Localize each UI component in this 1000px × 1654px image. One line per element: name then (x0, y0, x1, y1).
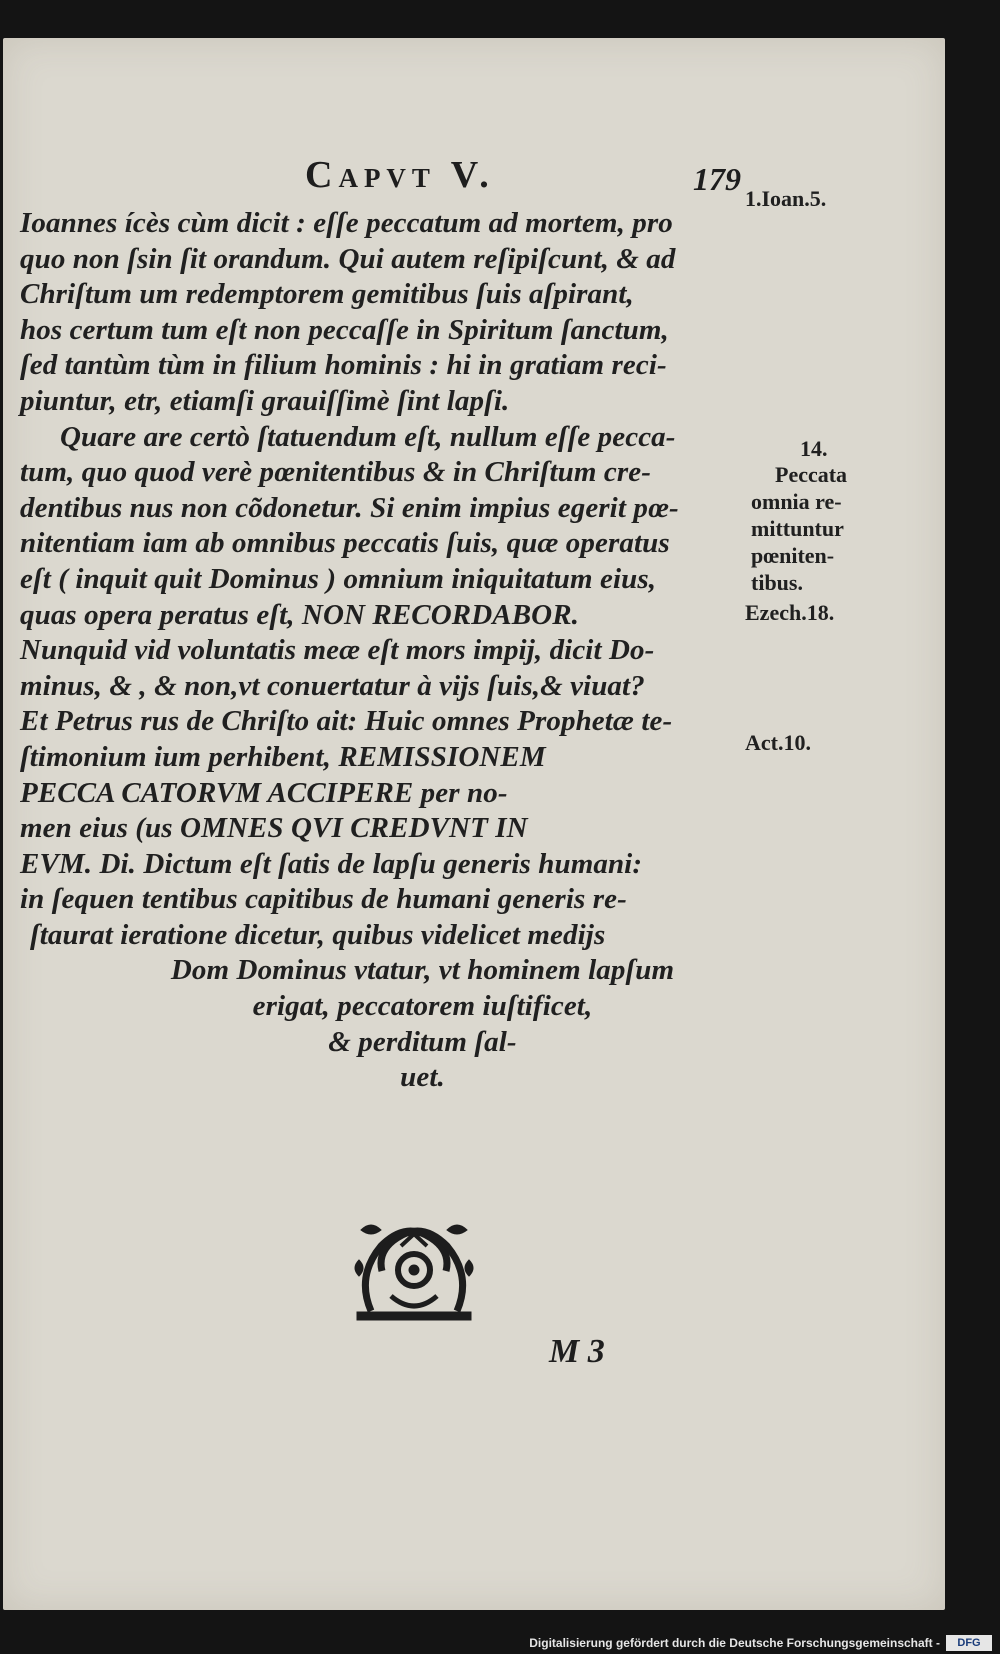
text-line: Chriſtum um redemptorem gemitibus ſuis aſpirant, (20, 278, 634, 311)
dfg-logo: DFG (946, 1635, 992, 1651)
text-line: & perditum ſal- (328, 1025, 517, 1058)
text-line: hos certum tum eſt non peccaſſe in Spiritum ſanctum, (20, 313, 669, 346)
catchword: M 3 (549, 1333, 605, 1370)
text-line: tum, quo quod verè pœnitentibus & in Chriſtum cre- (20, 456, 652, 489)
text-line: EVM. Di. Dictum eſt ſatis de lapſu generis humani: (20, 847, 643, 880)
margin-note: mittuntur (751, 516, 844, 541)
text-line: eſt ( inquit quit Dominus ) omnium iniquitatum eius, (20, 562, 657, 595)
margin-note: Ezech.18. (745, 600, 835, 625)
text-line: Dom Dominus vtatur, vt hominem lapſum (170, 954, 675, 987)
printers-ornament (351, 1216, 477, 1324)
text-line: Et Petrus rus de Chriſto ait: Huic omnes Prophetæ te- (20, 705, 673, 738)
text-line: men eius (us OMNES QVI CREDVNT IN (20, 812, 528, 845)
text-line: PECCA CATORVM ACCIPERE per no- (20, 776, 508, 809)
margin-note: pœniten- (751, 543, 835, 568)
text-line: quas opera peratus eſt, NON RECORDABOR. (20, 598, 579, 631)
margin-note: 14. (800, 436, 828, 461)
text-line: erigat, peccatorem iuſtificet, (252, 990, 593, 1023)
text-line: ſtimonium ium perhibent, REMISSIONEM (20, 740, 546, 773)
text-line: in ſequen tentibus capitibus de humani generis re- (20, 883, 627, 916)
margin-note: omnia re- (751, 489, 842, 514)
margin-note: Peccata (775, 462, 848, 487)
page-number: 179 (693, 161, 741, 197)
text-line: piuntur, etr, etiamſi grauiſſimè ſint lapſi. (20, 384, 510, 417)
chapter-title: Capvt V. (305, 154, 495, 196)
book-page (3, 38, 945, 1610)
text-line: Quare are certò ſtatuendum eſt, nullum eſſe pecca- (60, 420, 676, 453)
text-line: ſtaurat ieratione dicetur, quibus videlicet medijs (30, 918, 606, 951)
digitization-credit: Digitalisierung gefördert durch die Deutsche Forschungsgemeinschaft - (529, 1636, 940, 1650)
text-line: nitentiam iam ab omnibus peccatis ſuis, quæ operatus (20, 527, 670, 560)
marginalia (3, 38, 945, 1610)
text-line: minus, & , & non,vt conuertatur à vijs ſuis,& viuat? (20, 669, 645, 702)
margin-note: tibus. (751, 570, 803, 595)
text-line: Ioannes ícès cùm dicit : eſſe peccatum ad mortem, pro (20, 207, 673, 239)
margin-note: Act.10. (745, 730, 811, 755)
text-line: Nunquid vid voluntatis meæ eſt mors impij, dicit Do- (20, 634, 655, 667)
text-line: dentibus nus non cõdonetur. Si enim impius egerit pœ- (20, 491, 679, 524)
text-line: quo non ſsin ſit orandum. Qui autem reſipiſcunt, & ad (20, 242, 676, 275)
text-line: ſed tantùm tùm in filium hominis : hi in gratiam reci- (20, 349, 667, 382)
margin-note: 1.Ioan.5. (745, 186, 827, 211)
text-line: uet. (400, 1061, 445, 1094)
footer-bar (0, 1630, 1000, 1654)
